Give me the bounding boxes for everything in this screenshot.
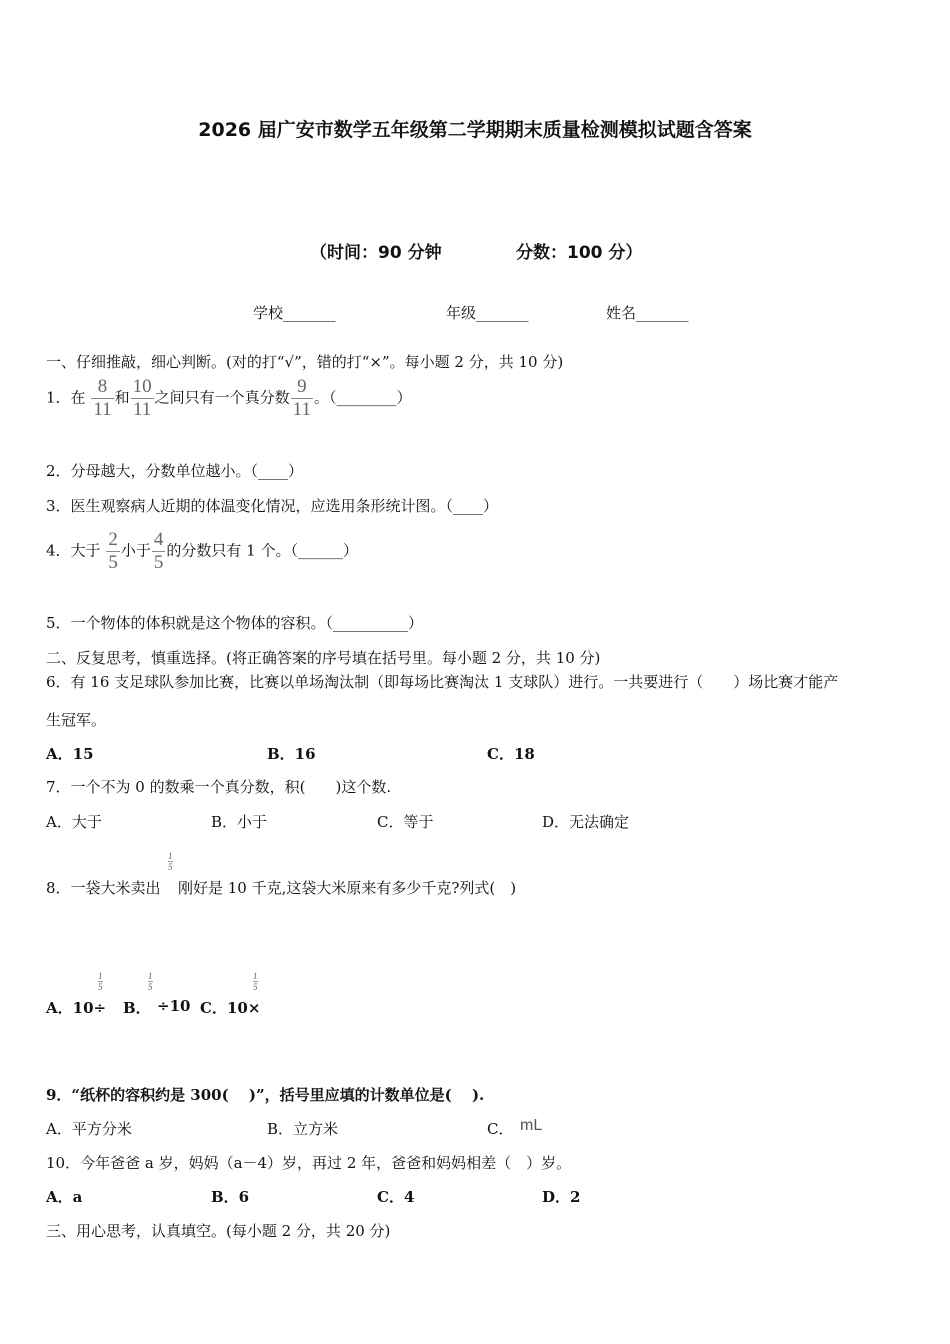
- q1-text-b: 和: [114, 388, 130, 407]
- q4-text-a: 大于: [70, 541, 101, 560]
- section3-heading: 三、用心思考，认真填空。(每小题 2 分，共 20 分): [46, 1222, 391, 1240]
- question-10: 10．今年爸爸 a 岁，妈妈（a－4）岁，再过 2 年，爸爸和妈妈相差（ ）岁。: [46, 1154, 572, 1172]
- question-8-text-b: 刚好是 10 千克,这袋大米原来有多少千克?列式( ): [178, 879, 517, 897]
- grade-field: 年级_______: [446, 304, 529, 322]
- section2-heading: 二、反复思考，慎重选择。(将正确答案的序号填在括号里。每小题 2 分，共 10 分): [46, 649, 601, 667]
- question-7: 7．一个不为 0 的数乘一个真分数，积( )这个数.: [46, 778, 392, 796]
- q6-option-b: B．16: [267, 745, 316, 763]
- question-5: 5．一个物体的体积就是这个物体的容积。（__________）: [46, 614, 424, 632]
- question-6-line2: 生冠军。: [46, 711, 107, 729]
- q7-option-b: B．小于: [211, 813, 268, 831]
- question-4: [46, 529, 358, 574]
- q10-option-d: D．2: [542, 1188, 581, 1206]
- q4-text-c: 的分数只有 1 个。（______）: [166, 541, 358, 560]
- school-field: 学校_______: [253, 304, 336, 322]
- q1-text-c: 之间只有一个真分数: [154, 388, 290, 407]
- q4-number: 4．: [46, 541, 71, 560]
- question-6-line1: 6．有 16 支足球队参加比赛，比赛以单场淘汰制（即每场比赛淘汰 1 支球队）进行。一共要进行（ ）场比赛才能产: [46, 673, 839, 691]
- q1-text-d: 。（________）: [313, 388, 412, 407]
- q8-fraction: $\frac{1}{5}$: [168, 851, 173, 872]
- q10-option-a: A．a: [46, 1188, 83, 1206]
- fraction-9-11: $\frac{9}{11}$: [292, 376, 311, 420]
- fraction-2-5: $\frac{2}{5}$: [108, 529, 118, 573]
- q7-option-c: C．等于: [377, 813, 434, 831]
- q7-option-d: D．无法确定: [542, 813, 630, 831]
- q8-option-b-fraction: $\frac{1}{5}$: [148, 971, 153, 992]
- q9-option-c-unit: mL: [520, 1117, 543, 1134]
- section1-heading: 一、仔细推敲，细心判断。(对的打“√”，错的打“×”。每小题 2 分，共 10 分): [46, 353, 564, 371]
- q7-option-a: A．大于: [46, 813, 102, 831]
- q4-text-b: 小于: [120, 541, 151, 560]
- q6-option-a: A．15: [46, 745, 94, 763]
- question-2: 2．分母越大，分数单位越小。（____）: [46, 462, 304, 480]
- name-field: 姓名_______: [606, 304, 689, 322]
- fraction-10-11: $\frac{10}{11}$: [132, 376, 152, 420]
- q6-option-c: C．18: [487, 745, 535, 763]
- question-8-text-a: 8．一袋大米卖出: [46, 879, 161, 897]
- fraction-4-5: $\frac{4}{5}$: [153, 529, 164, 573]
- q9-option-c: C．: [487, 1120, 514, 1138]
- q10-option-b: B．6: [211, 1188, 250, 1206]
- question-1: [46, 376, 411, 421]
- q8-option-c: C．10×: [200, 999, 261, 1017]
- q8-option-c-fraction: $\frac{1}{5}$: [253, 971, 258, 992]
- exam-time: （时间：90 分钟: [310, 243, 442, 263]
- q8-option-a-fraction: $\frac{1}{5}$: [98, 971, 103, 992]
- q8-option-a: A．10÷: [46, 999, 107, 1017]
- q9-option-b: B．立方米: [267, 1120, 339, 1138]
- q10-option-c: C．4: [377, 1188, 415, 1206]
- q1-text-a: 在: [70, 388, 86, 407]
- question-9: 9．“纸杯的容积约是 300( )”，括号里应填的计数单位是( ).: [46, 1086, 485, 1104]
- q8-option-b-tail: ÷10: [157, 997, 191, 1015]
- q1-number: 1．: [46, 388, 71, 407]
- question-3: 3．医生观察病人近期的体温变化情况，应选用条形统计图。（____）: [46, 497, 499, 515]
- exam-score: 分数：100 分）: [516, 243, 643, 263]
- q9-option-a: A．平方分米: [46, 1120, 132, 1138]
- q8-option-b-label: B．: [123, 999, 151, 1017]
- fraction-8-11: $\frac{8}{11}$: [93, 376, 112, 420]
- page-title: 2026 届广安市数学五年级第二学期期末质量检测模拟试题含答案: [198, 119, 752, 141]
